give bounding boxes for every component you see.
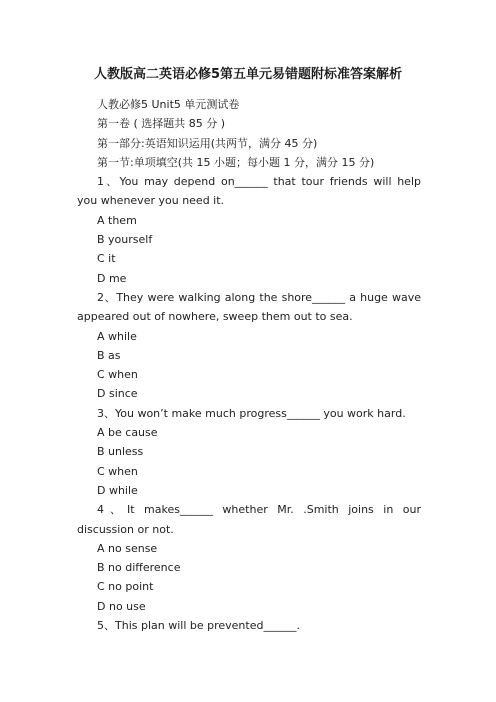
answer-option: A no sense bbox=[97, 541, 158, 555]
answer-option: B as bbox=[97, 348, 121, 362]
answer-option: A be cause bbox=[97, 426, 158, 440]
answer-option: C when bbox=[97, 368, 138, 382]
answer-option: A while bbox=[97, 329, 137, 343]
answer-option: B no difference bbox=[97, 561, 181, 575]
answer-option: C no point bbox=[97, 580, 154, 594]
question-stem: 4、It makes______ whether Mr. .Smith joins in our discussion or not. bbox=[77, 503, 421, 536]
question-stem: 1、You may depend on______ that tour friends will help you whenever you need it. bbox=[77, 175, 421, 208]
answer-option: C it bbox=[97, 252, 116, 266]
question-stem: 5、This plan will be prevented______. bbox=[97, 619, 300, 633]
answer-option: D me bbox=[97, 271, 127, 285]
section-heading: 第一部分:英语知识运用(共两节，满分 45 分) bbox=[97, 136, 318, 150]
test-subtitle: 人教必修5 Unit5 单元测试卷 bbox=[97, 98, 240, 111]
document-body bbox=[77, 95, 421, 635]
subsection-heading: 第一节:单项填空(共 15 小题；每小题 1 分，满分 15 分) bbox=[97, 155, 375, 169]
document-title: 人教版高二英语必修5第五单元易错题附标准答案解析 bbox=[93, 67, 403, 82]
answer-option: C when bbox=[97, 464, 138, 478]
answer-option: D since bbox=[97, 387, 138, 401]
answer-option: D no use bbox=[97, 599, 146, 613]
question-stem: 2、They were walking along the shore______ a huge wave appeared out of nowhere, sweep them out to sea. bbox=[77, 290, 421, 324]
question-stem: 3、You won’t make much progress______ you work hard. bbox=[97, 406, 406, 420]
answer-option: B unless bbox=[97, 445, 144, 459]
part-heading: 第一卷 ( 选择题共 85 分 ) bbox=[97, 117, 226, 131]
answer-option: A them bbox=[97, 213, 137, 227]
answer-option: D while bbox=[97, 483, 138, 497]
answer-option: B yourself bbox=[97, 233, 153, 247]
